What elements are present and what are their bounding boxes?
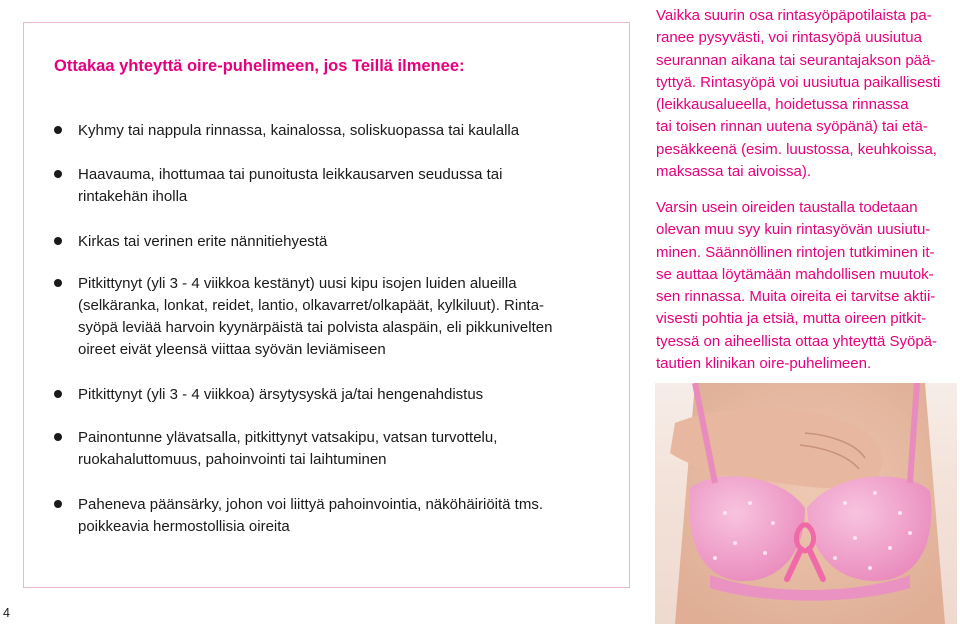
symptom-text: Paheneva päänsärky, johon voi liittyä pahoinvointia, näköhäiriöitä tms. poikkeavia hermostollisia oireita [78,496,543,535]
symptom-text: Haavauma, ihottumaa tai punoitusta leikkausarven seudussa tai rintakehän iholla [78,166,503,205]
symptom-item [54,273,614,361]
symptom-text: Pitkittynyt (yli 3 - 4 viikkoa kestänyt) uusi kipu isojen luiden alueilla (selkäranka, lonkat, reidet, lantio, olkavarret/olkapäät, kylkiluut). Rinta- syöpä leviää harvoin kyynärpäistä tai polvista alaspäin, eli pikkunivelten oireet eivät yleensä viittaa syövän leviämiseen [78,275,553,358]
symptom-text: Kyhmy tai nappula rinnassa, kainalossa, soliskuopassa tai kaulalla [78,122,520,139]
bullet-icon [54,237,62,245]
bullet-icon [54,390,62,398]
recurrence-paragraph: Vaikka suurin osa rintasyöpäpotilaista pa- ranee pysyvästi, voi rintasyöpä uusiutua seurannan aikana tai seurantajakson pää- tyttyä. Rintasyöpä voi uusiutua paikallisesti (leikkausalueella, hoidetussa rinnassa tai toisen rinnan uutena syöpänä) tai etä- pesäkkeenä (esim. luustossa, keuhkoissa, maksassa tai aivoissa). [656,7,941,181]
symptom-item [54,384,614,406]
bullet-icon [54,126,62,134]
symptom-text: Pitkittynyt (yli 3 - 4 viikkoa) ärsytysyskä ja/tai hengenahdistus [78,386,484,403]
symptom-text: Painontunne ylävatsalla, pitkittynyt vatsakipu, vatsan turvottelu, ruokahaluttomuus, pahoinvointi tai laihtuminen [78,429,498,468]
advice-paragraph: Varsin usein oireiden taustalla todetaan olevan muu syy kuin rintasyövän uusiutu- minen. Säännöllinen rintojen tutkiminen it- se auttaa löytämään mahdollisen muutok- sen rinnassa. Muita oireita ei tarvitse aktii- visesti pohtia ja etsiä, mutta oireen pitkit- tyessä on aiheellista ottaa yhteyttä Syöpä- tautien klinikan oire-puhelimeen. [656,199,938,373]
symptom-item [54,164,614,208]
bullet-icon [54,500,62,508]
symptoms-heading: Ottakaa yhteyttä oire-puhelimeen, jos Teillä ilmenee: [54,57,465,75]
breast-awareness-photo [655,383,957,624]
symptom-item [54,120,614,142]
photo-illustration [655,383,957,624]
symptom-item [54,494,614,538]
symptom-item [54,427,614,471]
symptom-text: Kirkas tai verinen erite nännitiehyestä [78,233,328,250]
bullet-icon [54,279,62,287]
symptom-item [54,231,614,253]
page-number: 4 [3,606,10,620]
bullet-icon [54,170,62,178]
bullet-icon [54,433,62,441]
